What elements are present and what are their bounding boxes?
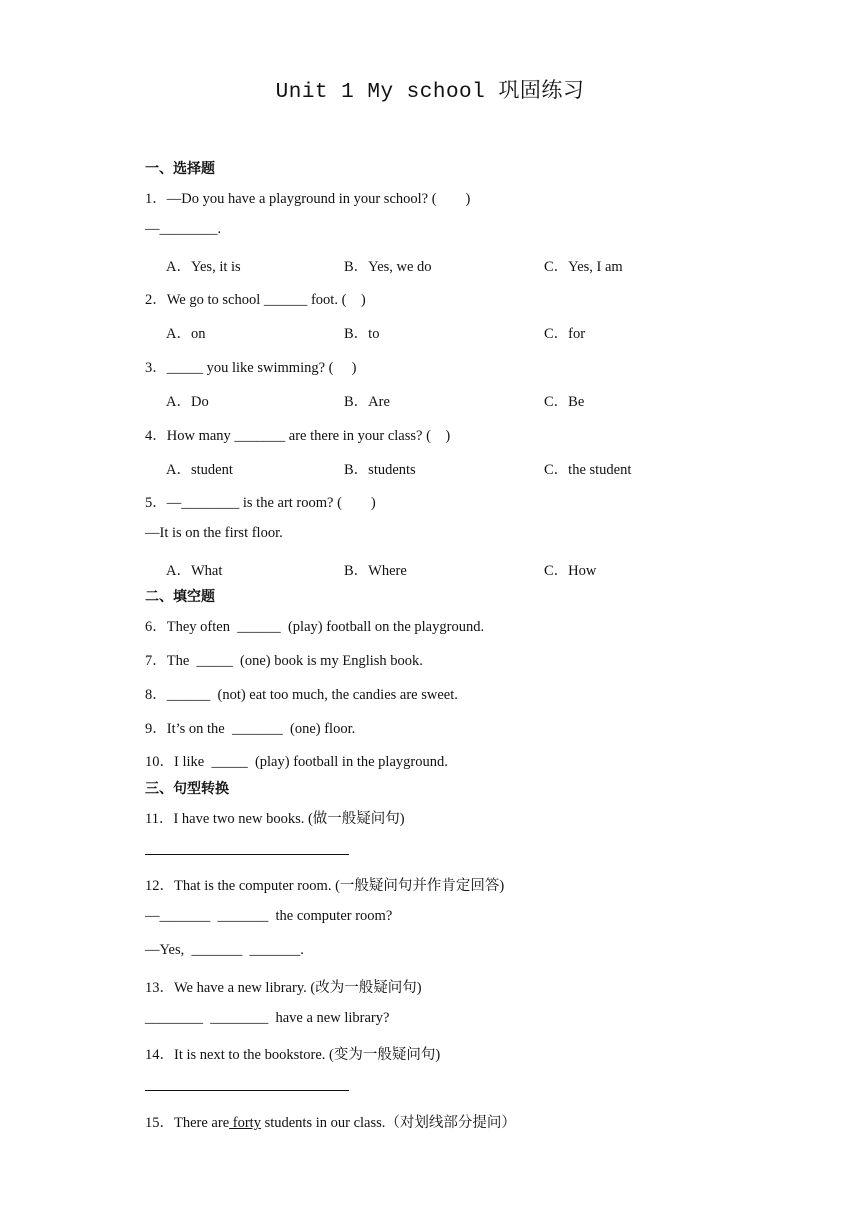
question-15 <box>145 1111 516 1132</box>
q3-option-a: A．Do <box>166 394 209 410</box>
question-6: 6．They often ______ (play) football on the playground. <box>145 619 485 635</box>
q5-option-b: B．Where <box>344 563 407 579</box>
question-3: 3．_____ you like swimming? ( ) <box>145 360 357 376</box>
page-title: Unit 1 My school 巩固练习 <box>275 81 585 104</box>
q4-option-c: C．the student <box>544 462 632 478</box>
q2-option-a: A．on <box>166 326 206 342</box>
question-12: 12．That is the computer room. (一般疑问句并作肯定回答) <box>145 878 505 894</box>
question-2: 2．We go to school ______ foot. ( ) <box>145 292 366 308</box>
question-9: 9．It’s on the _______ (one) floor. <box>145 721 356 737</box>
q4-option-a: A．student <box>166 462 233 478</box>
question-5: 5．—________ is the art room? ( ) <box>145 495 376 511</box>
question-11: 11．I have two new books. (做一般疑问句) <box>145 811 405 827</box>
question-8: 8．______ (not) eat too much, the candies are sweet. <box>145 687 458 703</box>
section-heading-choice: 一、选择题 <box>145 161 215 177</box>
question-13: 13．We have a new library. (改为一般疑问句) <box>145 980 422 996</box>
question-15-pre: 15．There are <box>145 1115 230 1131</box>
question-15-post: students in our class.（对划线部分提问） <box>260 1115 516 1131</box>
q3-option-b: B．Are <box>344 394 390 410</box>
q5-option-a: A．What <box>166 563 223 579</box>
question-10: 10．I like _____ (play) football in the playground. <box>145 754 448 770</box>
question-1-reply: —________. <box>145 221 222 237</box>
q2-option-b: B．to <box>344 326 380 342</box>
question-15-underlined: forty <box>229 1115 261 1131</box>
question-12-line-1: —_______ _______ the computer room? <box>145 908 393 924</box>
section-heading-fill: 二、填空题 <box>145 589 215 605</box>
q1-option-c: C．Yes, I am <box>544 259 623 275</box>
question-4: 4．How many _______ are there in your class? ( ) <box>145 428 451 444</box>
question-14: 14．It is next to the bookstore. (变为一般疑问句) <box>145 1047 441 1063</box>
q4-option-b: B．students <box>344 462 416 478</box>
question-1: 1．—Do you have a playground in your school? ( ) <box>145 191 471 207</box>
question-5-reply: —It is on the first floor. <box>145 525 283 541</box>
question-12-line-2: —Yes, _______ _______. <box>145 942 304 958</box>
answer-line-11 <box>145 854 349 855</box>
answer-line-14 <box>145 1090 349 1091</box>
q3-option-c: C．Be <box>544 394 585 410</box>
question-7: 7．The _____ (one) book is my English book. <box>145 653 423 669</box>
section-heading-transform: 三、句型转换 <box>145 781 229 797</box>
q1-option-b: B．Yes, we do <box>344 259 432 275</box>
question-13-line-1: ________ ________ have a new library? <box>145 1010 390 1026</box>
q1-option-a: A．Yes, it is <box>166 259 241 275</box>
q2-option-c: C．for <box>544 326 586 342</box>
q5-option-c: C．How <box>544 563 597 579</box>
